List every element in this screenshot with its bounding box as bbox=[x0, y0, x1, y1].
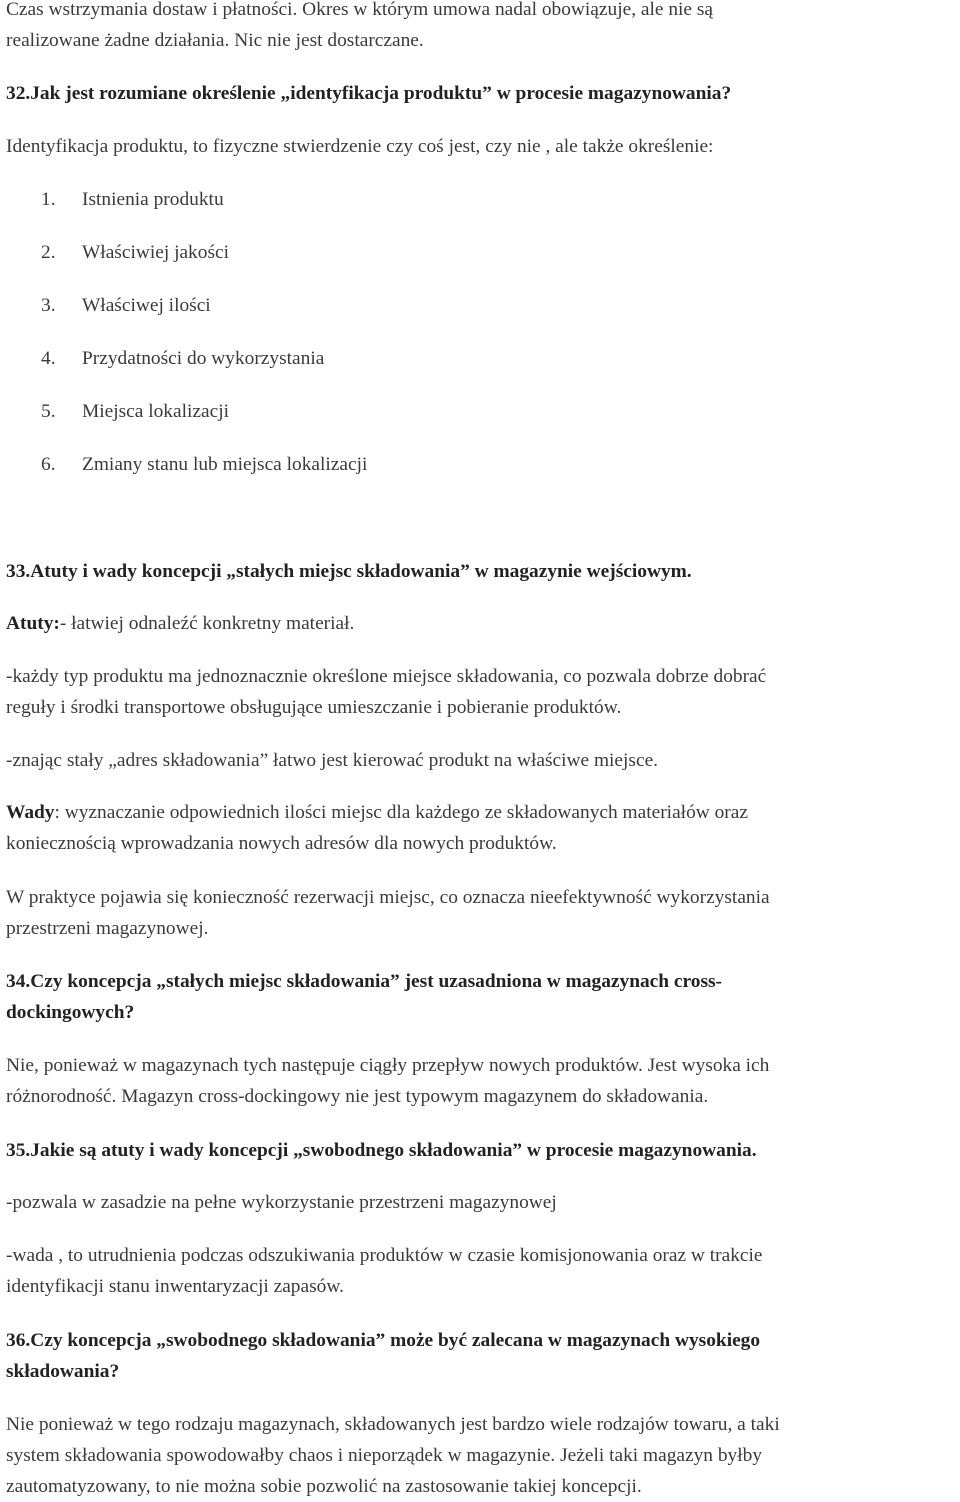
list-item-number: 5. bbox=[41, 401, 56, 422]
question-36-title: składowania? bbox=[6, 1361, 120, 1382]
question-36-answer bbox=[6, 1409, 956, 1502]
con-line: identyfikacji stanu inwentaryzacji zapasów. bbox=[6, 1276, 344, 1297]
list-item-text: Miejsca lokalizacji bbox=[82, 401, 229, 422]
question-35-title: 35.Jakie są atuty i wady koncepcji „swobodnego składowania” w procesie magazynowania. bbox=[6, 1140, 757, 1161]
answer-line: zautomatyzowany, to nie można sobie pozwolić na zastosowanie takiej koncepcji. bbox=[6, 1476, 642, 1497]
list-item-text: Istnienia produktu bbox=[82, 189, 224, 210]
answer-line: Nie ponieważ w tego rodzaju magazynach, składowanych jest bardzo wiele rodzajów towaru, a taki bbox=[6, 1414, 780, 1435]
list-item bbox=[41, 396, 229, 427]
practice-line: W praktyce pojawia się konieczność rezerwacji miejsc, co oznacza nieefektywność wykorzystania bbox=[6, 887, 770, 908]
pros-first: - łatwiej odnaleźć konkretny materiał. bbox=[59, 613, 355, 634]
question-33-pros bbox=[6, 608, 956, 639]
answer-line: system składowania spowodowałby chaos i nieporządek w magazynie. Jeżeli taki magazyn byłby bbox=[6, 1445, 763, 1466]
question-33-cons bbox=[6, 797, 956, 859]
intro-line: Czas wstrzymania dostaw i płatności. Okres w którym umowa nadal obowiązuje, ale nie są bbox=[6, 0, 714, 20]
pro-line: -pozwala w zasadzie na pełne wykorzystanie przestrzeni magazynowej bbox=[6, 1192, 557, 1213]
intro-paragraph bbox=[6, 0, 956, 56]
question-36-title: 36.Czy koncepcja „swobodnego składowania” może być zalecana w magazynach wysokiego bbox=[6, 1330, 761, 1351]
cons-text: koniecznością wprowadzania nowych adresów dla nowych produktów. bbox=[6, 833, 557, 854]
question-32-answer bbox=[6, 131, 956, 162]
question-34-heading bbox=[6, 966, 956, 1028]
con-line: -wada , to utrudnienia podczas odszukiwania produktów w czasie komisjonowania oraz w trakcie bbox=[6, 1245, 763, 1266]
question-36-heading bbox=[6, 1325, 956, 1387]
question-32-answer-text: Identyfikacja produktu, to fizyczne stwierdzenie czy coś jest, czy nie , ale także określenie: bbox=[6, 136, 714, 157]
pros-second-line: -każdy typ produktu ma jednoznacznie określone miejsce składowania, co pozwala dobrze dobrać bbox=[6, 666, 767, 687]
cons-label: Wady bbox=[6, 802, 55, 823]
list-item-number: 6. bbox=[41, 454, 56, 475]
list-item-text: Przydatności do wykorzystania bbox=[82, 348, 325, 369]
pros-third: -znając stały „adres składowania” łatwo jest kierować produkt na właściwe miejsce. bbox=[6, 750, 659, 771]
cons-line bbox=[6, 797, 956, 828]
question-33-heading bbox=[6, 556, 956, 587]
pros-line bbox=[6, 608, 956, 639]
pros-second-line: reguły i środki transportowe obsługujące umieszczanie i pobieranie produktów. bbox=[6, 697, 622, 718]
answer-line: Nie, ponieważ w magazynach tych następuje ciągły przepływ nowych produktów. Jest wysoka ich bbox=[6, 1055, 770, 1076]
question-34-title: dockingowych? bbox=[6, 1002, 135, 1023]
answer-line: różnorodność. Magazyn cross-dockingowy nie jest typowym magazynem do składowania. bbox=[6, 1086, 709, 1107]
list-item bbox=[41, 449, 367, 480]
list-item-number: 4. bbox=[41, 348, 56, 369]
question-35-con bbox=[6, 1240, 956, 1302]
list-item-text: Zmiany stanu lub miejsca lokalizacji bbox=[82, 454, 368, 475]
intro-line: realizowane żadne działania. Nic nie jest dostarczane. bbox=[6, 30, 424, 51]
list-item-number: 2. bbox=[41, 242, 56, 263]
list-item bbox=[41, 343, 324, 374]
question-33-pros-3 bbox=[6, 745, 956, 776]
list-item bbox=[41, 184, 224, 215]
list-item bbox=[41, 237, 229, 268]
question-34-title: 34.Czy koncepcja „stałych miejsc składowania” jest uzasadniona w magazynach cross- bbox=[6, 971, 723, 992]
question-33-practice bbox=[6, 882, 956, 944]
question-35-heading bbox=[6, 1135, 956, 1166]
question-35-pro bbox=[6, 1187, 956, 1218]
practice-line: przestrzeni magazynowej. bbox=[6, 918, 209, 939]
pros-label: Atuty: bbox=[6, 613, 60, 634]
list-item-number: 3. bbox=[41, 295, 56, 316]
question-33-pros-2 bbox=[6, 661, 956, 723]
question-32-title: 32.Jak jest rozumiane określenie „identyfikacja produktu” w procesie magazynowania? bbox=[6, 83, 732, 104]
list-item-text: Właściwiej jakości bbox=[82, 242, 229, 263]
list-item bbox=[41, 290, 211, 321]
cons-text: : wyznaczanie odpowiednich ilości miejsc dla każdego ze składowanych materiałów oraz bbox=[54, 802, 748, 823]
question-32-heading bbox=[6, 78, 956, 109]
question-33-title: 33.Atuty i wady koncepcji „stałych miejsc składowania” w magazynie wejściowym. bbox=[6, 561, 692, 582]
question-34-answer bbox=[6, 1050, 956, 1112]
list-item-number: 1. bbox=[41, 189, 56, 210]
list-item-text: Właściwej ilości bbox=[82, 295, 211, 316]
